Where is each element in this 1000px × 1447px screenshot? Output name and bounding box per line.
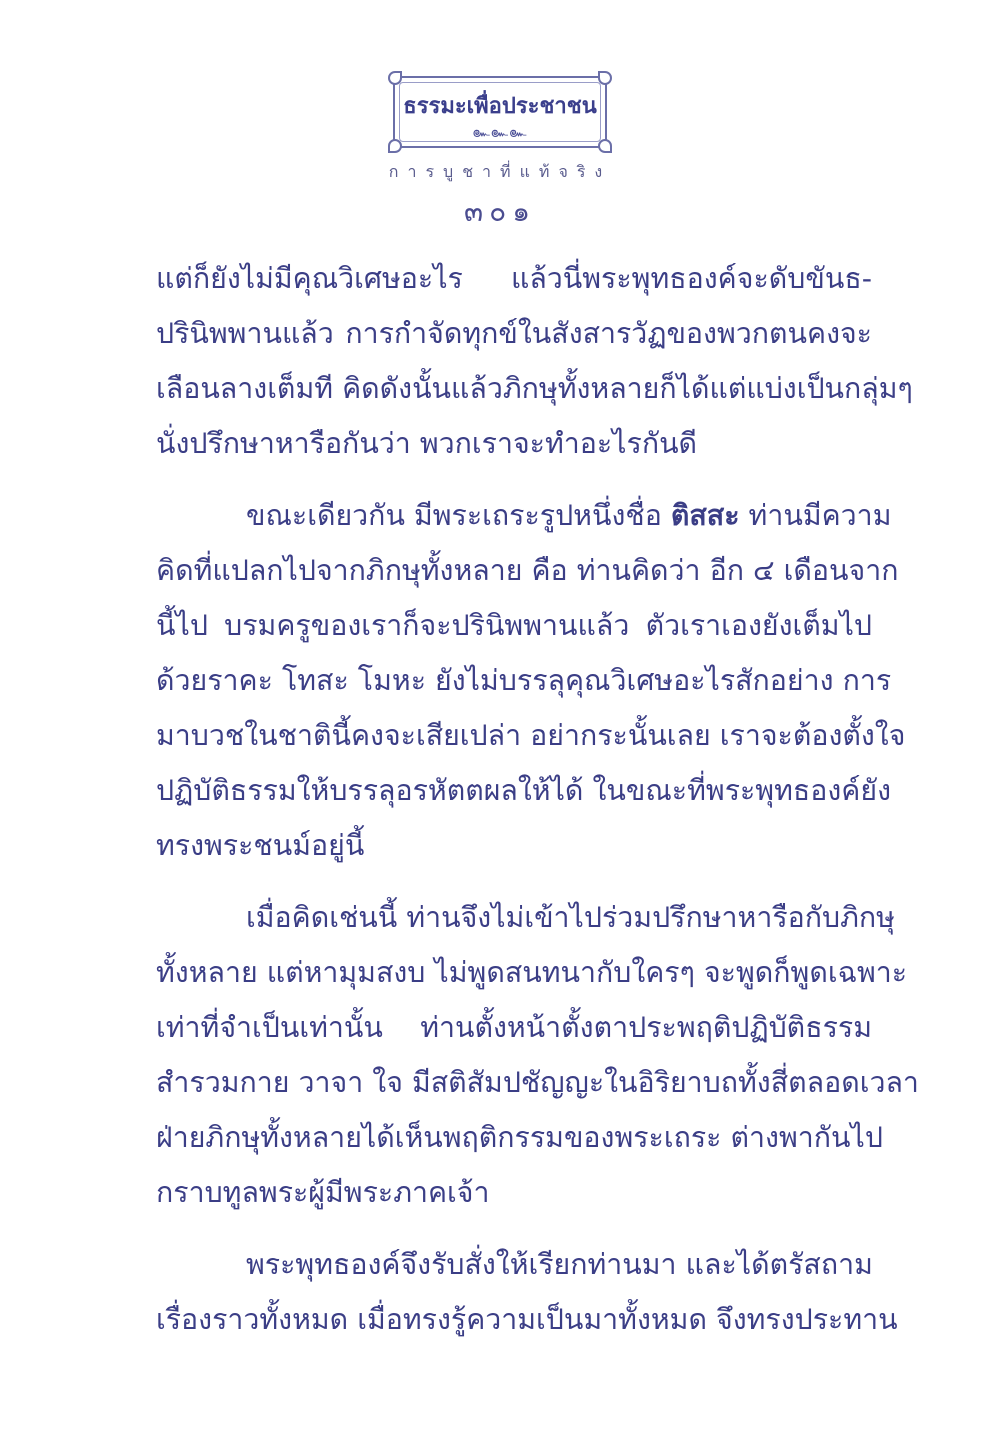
logo-title: ธรรมะเพื่อประชาชน: [403, 94, 597, 119]
logo-corner-ornament: [598, 71, 612, 85]
text-line: ทรงพระชนม์อยู่นี้: [156, 829, 365, 862]
text-line: คิดที่แปลกไปจากภิกษุทั้งหลาย คือ ท่านคิดว่า อีก ๔ เดือนจาก: [156, 554, 899, 587]
text-line: สำรวมกาย วาจา ใจ มีสติสัมปชัญญะในอิริยาบถทั้งสี่ตลอดเวลา: [156, 1066, 919, 1099]
text-line: เท่าที่จำเป็นเท่านั้น ท่านตั้งหน้าตั้งตาประพฤติปฏิบัติธรรม: [156, 1011, 872, 1044]
paragraph: [156, 488, 906, 873]
logo-flourish-icon: ๛๛๛: [472, 123, 528, 141]
paragraph: [156, 890, 919, 1220]
text-line: ทั้งหลาย แต่หามุมสงบ ไม่พูดสนทนากับใครๆ จะพูดก็พูดเฉพาะ: [156, 956, 908, 989]
text-segment: ท่านมีความ: [739, 499, 892, 532]
text-line: กราบทูลพระผู้มีพระภาคเจ้า: [156, 1176, 490, 1209]
text-line: เมื่อคิดเช่นนี้ ท่านจึงไม่เข้าไปร่วมปรึกษาหารือกับภิกษุ: [246, 901, 895, 934]
text-line: เรื่องราวทั้งหมด เมื่อทรงรู้ความเป็นมาทั้งหมด จึงทรงประทาน: [156, 1303, 898, 1336]
text-line: ปรินิพพานแล้ว การกำจัดทุกข์ในสังสารวัฏของพวกตนคงจะ: [156, 317, 872, 350]
text-line: เลือนลางเต็มที คิดดังนั้นแล้วภิกษุทั้งหลายก็ได้แต่แบ่งเป็นกลุ่มๆ: [156, 372, 913, 405]
text-line: พระพุทธองค์จึงรับสั่งให้เรียกท่านมา และได้ตรัสถาม: [246, 1248, 873, 1281]
text-line: ด้วยราคะ โทสะ โมหะ ยังไม่บรรลุคุณวิเศษอะไรสักอย่าง การ: [156, 664, 892, 697]
paragraph: [156, 251, 913, 471]
monk-name: ติสสะ: [670, 499, 740, 532]
text-line: นั่งปรึกษาหารือกันว่า พวกเราจะทำอะไรกันดี: [156, 427, 698, 460]
text-line: มาบวชในชาตินี้คงจะเสียเปล่า อย่ากระนั้นเลย เราจะต้องตั้งใจ: [156, 719, 906, 752]
text-line: ฝ่ายภิกษุทั้งหลายได้เห็นพฤติกรรมของพระเถระ ต่างพากันไป: [156, 1121, 883, 1154]
chapter-subtitle: การบูชาที่แท้จริง: [388, 162, 612, 181]
logo-corner-ornament: [388, 71, 402, 85]
page-number: ๓๐๑: [463, 195, 536, 228]
publication-logo: [393, 76, 607, 148]
text-line: [156, 488, 892, 543]
text-line: นี้ไป บรมครูของเราก็จะปรินิพพานแล้ว ตัวเราเองยังเต็มไป: [156, 609, 872, 642]
text-line: ปฏิบัติธรรมให้บรรลุอรหัตตผลให้ได้ ในขณะที่พระพุทธองค์ยัง: [156, 774, 891, 807]
text-segment: ขณะเดียวกัน มีพระเถระรูปหนึ่งชื่อ: [246, 499, 671, 532]
paragraph: [156, 1237, 898, 1347]
text-line: แต่ก็ยังไม่มีคุณวิเศษอะไร แล้วนี่พระพุทธองค์จะดับขันธ-: [156, 262, 872, 295]
body-text: [156, 251, 919, 1347]
